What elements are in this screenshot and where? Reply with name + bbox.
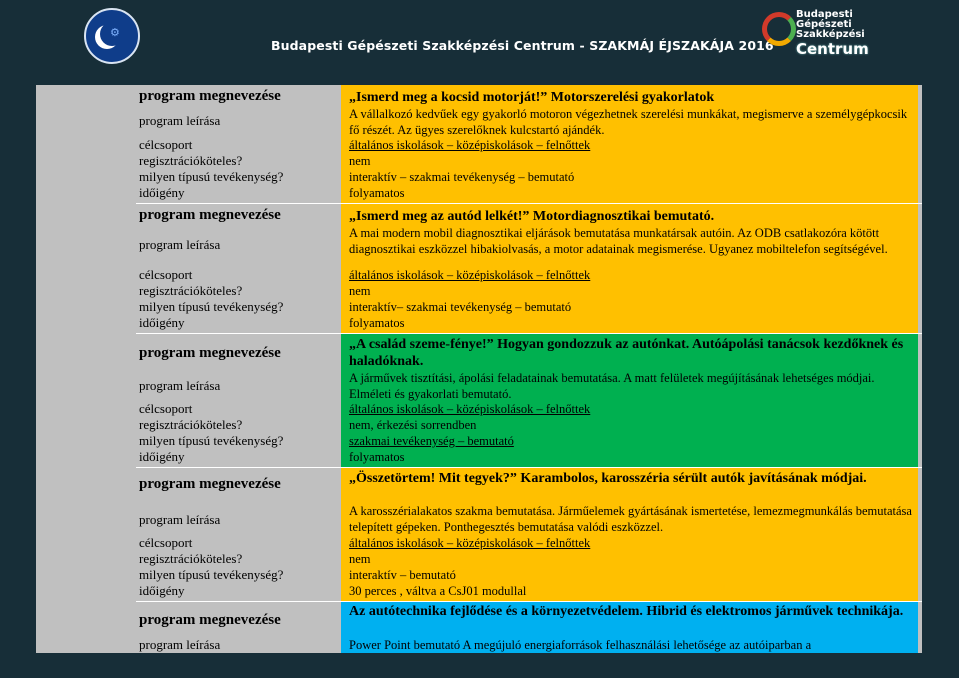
event-logo (84, 8, 140, 64)
program-row-5 (136, 602, 922, 653)
program-reg: nem, érkezési sorrendben (349, 418, 477, 432)
logo-text-big: Centrum (796, 40, 869, 58)
label-name: program megnevezése (139, 345, 281, 361)
label-type: milyen típusú tevékenység? (139, 169, 284, 184)
label-reg: regisztrációköteles? (139, 283, 243, 298)
program-desc: A karosszérialakatos szakma bemutatása. Járműelemek gyártásának ismertetése, lemezmegmunkálás bemutatása telepített gépeken. Ponthegesztés bemutatása valódi eszközzel. (349, 504, 912, 534)
program-time: 30 perces , váltva a CsJ01 modullal (349, 584, 527, 598)
label-desc: program leírása (139, 637, 221, 652)
label-name: program megnevezése (139, 207, 281, 223)
program-table-inner (136, 85, 922, 653)
program-type: interaktív – bemutató (349, 568, 456, 582)
program-type: szakmai tevékenység – bemutató (349, 434, 514, 448)
label-target: célcsoport (139, 137, 193, 152)
page-title: Budapesti Gépészeti Szakképzési Centrum - SZAKMÁJ ÉJSZAKÁJA 2016 (271, 38, 774, 53)
program-desc: A járművek tisztítási, ápolási feladatainak bemutatása. A matt felületek megújításának lehetséges módjai. Elméleti és gyakorlati bemutató. (349, 371, 875, 401)
program-reg: nem (349, 284, 371, 298)
label-type: milyen típusú tevékenység? (139, 433, 284, 448)
program-time: folyamatos (349, 450, 405, 464)
label-reg: regisztrációköteles? (139, 153, 243, 168)
program-desc: A vállalkozó kedvűek egy gyakorló motoron végezhetnek szerelési munkákat, megismerve a személygépkocsik fő részét. Az ügyes szerelőknek kulcstartó ajándék. (349, 107, 908, 137)
label-time: időigény (139, 583, 185, 598)
label-target: célcsoport (139, 535, 193, 550)
program-desc: Power Point bemutató A megújuló energiaforrások felhasználási lehetősége az autóiparban a (349, 638, 812, 652)
program-title: „Ismerd meg a kocsid motorját!” Motorszerelési gyakorlatok (349, 90, 715, 105)
program-target: általános iskolások – középiskolások – felnőttek (349, 536, 591, 550)
label-reg: regisztrációköteles? (139, 551, 243, 566)
program-title: „A család szeme-fénye!” Hogyan gondozzuk az autónkat. Autóápolási tanácsok kezdőknek és haladóknak. (349, 337, 904, 369)
program-row-4 (136, 468, 922, 601)
label-desc: program leírása (139, 378, 221, 393)
label-name: program megnevezése (139, 476, 281, 492)
program-target: általános iskolások – középiskolások – felnőttek (349, 138, 591, 152)
program-type: interaktív – szakmai tevékenység – bemutató (349, 170, 575, 184)
gear-icon: ⚙ (110, 26, 120, 39)
program-time: folyamatos (349, 186, 405, 200)
program-row-2 (136, 204, 922, 333)
logo-ring-icon (762, 12, 796, 46)
program-target: általános iskolások – középiskolások – felnőttek (349, 402, 591, 416)
label-target: célcsoport (139, 401, 193, 416)
logo-text-line3: Szakképzési (796, 29, 865, 40)
program-target: általános iskolások – középiskolások – felnőttek (349, 268, 591, 282)
page-header (0, 0, 959, 78)
program-title: Az autótechnika fejlődése és a környezetvédelem. Hibrid és elektromos járművek technikája. (349, 604, 904, 619)
label-time: időigény (139, 315, 185, 330)
program-row-1 (136, 85, 922, 203)
label-target: célcsoport (139, 267, 193, 282)
label-time: időigény (139, 185, 185, 200)
program-table (36, 85, 922, 653)
program-time: folyamatos (349, 316, 405, 330)
program-desc: A mai modern mobil diagnosztikai eljárások bemutatása munkatársak autóin. Az ODB csatlakozóra kötött diagnosztikai eszközzel hibakiolvasás, a motor adatainak megismerése. Ugyanez mobiltelefon segítségével. (349, 226, 888, 256)
program-type: interaktív– szakmai tevékenység – bemutató (349, 300, 572, 314)
logo-text-line2: Gépészeti (796, 19, 852, 30)
label-desc: program leírása (139, 237, 221, 252)
label-desc: program leírása (139, 113, 221, 128)
program-row-3 (136, 334, 922, 467)
centrum-logo (762, 9, 869, 58)
label-type: milyen típusú tevékenység? (139, 299, 284, 314)
label-type: milyen típusú tevékenység? (139, 567, 284, 582)
label-reg: regisztrációköteles? (139, 417, 243, 432)
program-reg: nem (349, 552, 371, 566)
label-desc: program leírása (139, 512, 221, 527)
program-title: „Ismerd meg az autód lelkét!” Motordiagnosztikai bemutató. (349, 209, 715, 224)
label-name: program megnevezése (139, 612, 281, 628)
label-name: program megnevezése (139, 88, 281, 104)
label-time: időigény (139, 449, 185, 464)
program-reg: nem (349, 154, 371, 168)
program-title: „Összetörtem! Mit tegyek?” Karambolos, karosszéria sérült autók javításának módjai. (349, 471, 867, 486)
logo-text-line1: Budapesti (796, 9, 853, 20)
